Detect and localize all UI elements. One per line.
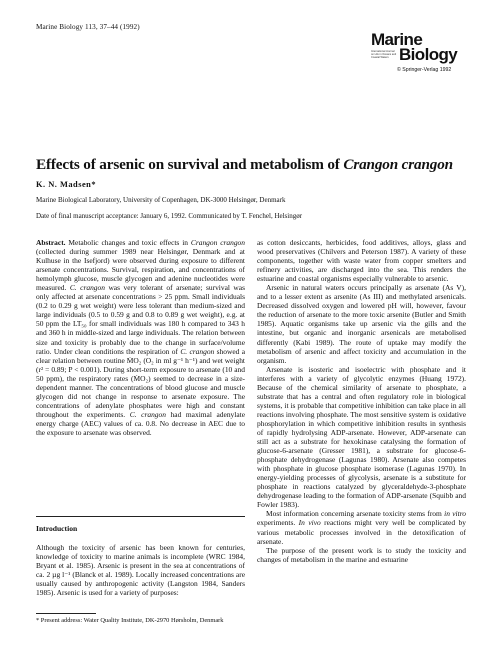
author-name: K. N. Madsen* (36, 180, 97, 189)
species-name: Crangon crangon (190, 238, 245, 247)
abstract-text: was very tolerant of arsenate; survival was only affected at arsenate concentrations > 25 ppm. Small individuals (0.2 to 0.29 g wet weight) were less tolerant than medium-sized and large individuals (0.5 to 0.59 g and 0.8 to 0.89 g wet weight), e.g. at 50 ppm the LT₅₀ for small individuals was 180 h compared to 343 h and 360 h in middle-sized and large individuals. The relation between size and toxicity is probably due to the change in surface/volume ratio. Under clean conditions the respiration of (36, 283, 246, 356)
manuscript-dateline: Date of final manuscript acceptance: January 6, 1992. Communicated by T. Fenchel, Helsingør (36, 212, 303, 220)
abstract-text: had maximal adenylate energy charge (AEC) values of ca. 0.8. No decrease in AEC due to the exposure to arsenate was observed. (36, 409, 246, 437)
italic-term: In vivo (298, 518, 321, 528)
abstract-text: Metabolic changes and toxic effects in (65, 238, 191, 247)
title-species: Crangon crangon (343, 156, 453, 173)
body-paragraph: The purpose of the present work is to study the toxicity and changes of metabolism in the marine and estuarine (257, 545, 466, 564)
species-name: C. crangon (69, 283, 105, 293)
right-column (257, 238, 466, 564)
abstract-text: (collected during summer 1989 near Helsingør, Denmark and at Kulhuse in the Isefjord) were observed during exposure to different arsenate concentrations. Survival, respiration, and concentrations of hemolymph glucose, muscle glycogen and adenine nucleotides were measured. (36, 247, 245, 293)
introduction-paragraph: Although the toxicity of arsenic has been known for centuries, knowledge of toxicity to marine animals is incomplete (WRC 1984, Bryant et al. 1985). Arsenic is present in the sea at concentrations of ca. 2 µg l⁻¹ (Blanck et al. 1989). Locally increased concentrations are usually caused by anthropogenic activity (Langston 1984, Sanders 1985). Arsenic is used for a variety of purposes: (36, 543, 245, 598)
abstract-paragraph (36, 238, 245, 437)
body-text: Most information concerning arsenate toxicity stems from (266, 509, 445, 519)
logo-tagline: International Journal on Life in Oceans and Coastal Waters (371, 50, 397, 60)
body-paragraph: Arsenic in natural waters occurs principally as arsenate (As V), and to a lesser extent as arsenite (As III) and methylated arsenicals. Decreased dissolved oxygen and lowered pH will, however, favour the reduction of arsenate to the more toxic arsenite (Butler and Smith 1985). Aquatic organisms take up arsenic via the gills and the intestine, but organic and inorganic arsenicals are metabolised differently (Kabi 1989). The route of uptake may modify the metabolism of arsenic and affect toxicity and accumulation in the organism. (257, 283, 466, 365)
body-paragraph (257, 509, 466, 545)
author-affiliation: Marine Biological Laboratory, University of Copenhagen, DK-3000 Helsingør, Denmark (36, 196, 286, 204)
species-name: C. crangon (129, 409, 166, 419)
introduction-heading: Introduction (36, 524, 78, 533)
footnote-divider (36, 613, 96, 614)
introduction-section (36, 524, 245, 597)
body-text: experiments. (257, 518, 299, 528)
abstract-text: showed a clear relation between routine ṀO₂ (O₂ in ml g⁻¹ h⁻¹) and wet weight (r² = 0.89; P < 0.001). During short-term exposure to arsenate (10 and 50 ppm), the respiratory rates (ṀO₂) seemed to decrease in a size-dependent manner. The concentrations of blood glucose and muscle glycogen did not change in response to arsenate exposure. The concentrations of adenylate phosphates were high and constant throughout the experiments. (36, 346, 246, 419)
journal-citation: Marine Biology 113, 37–44 (1992) (36, 23, 140, 31)
section-divider (36, 516, 245, 517)
author-footnote: * Present address: Water Quality Institute, DK-2970 Hørsholm, Denmark (36, 617, 224, 624)
article-title (36, 156, 453, 174)
body-paragraph: as cotton desiccants, herbicides, food additives, alloys, glass and wood preservatives (Chilvers and Peterson 1987). A variety of these components, together with waste water from copper smelters and refinery activities, are discharged into the sea. This renders the estuarine and coastal organisms especially vulnerable to arsenic. (257, 238, 466, 284)
abstract-block (36, 238, 245, 437)
logo-word-marine: Marine (371, 30, 423, 49)
title-text: Effects of arsenic on survival and metabolism of (36, 156, 344, 173)
italic-term: in vitro (444, 509, 466, 519)
logo-word-biology: Biology (399, 45, 458, 64)
species-name: C. crangon (180, 346, 215, 356)
body-text: reactions might very well be complicated by various metabolic processes involved in the detoxification of arsenate. (257, 518, 466, 546)
body-paragraph: Arsenate is isosteric and isoelectric with phosphate and it interferes with a variety of glycolytic enzymes (Huang 1972). Because of the chemical similarity of arsenate to phosphate, a substrate that has a central and often regulatory role in biological systems, it is probable that competitive inhibition can take place in all reactions involving phosphate. The most sensitive system is oxidative phosphorylation in which competitive inhibition results in synthesis of rapidly hydrolysing ADP-arsenate. However, ADP-arsenate can still act as a substrate for hexokinase catalysing the formation of glucose-6-arsenate (Gresser 1981), a substrate for glucose-6-phosphate dehydrogenase (Lagunas 1980). Arsenate also competes with phosphate in glucose phosphate isomerase (Lagunas 1970). In energy-yielding processes of glycolysis, arsenate is a substitute for phosphate in reactions catalyzed by glyceraldehyde-3-phosphate dehydrogenase leading to the formation of ADP-arsenate (Squibb and Fowler 1983). (257, 364, 466, 510)
abstract-label: Abstract. (36, 238, 66, 247)
publisher-copyright: © Springer-Verlag 1992 (397, 67, 452, 73)
journal-logo (371, 31, 467, 77)
